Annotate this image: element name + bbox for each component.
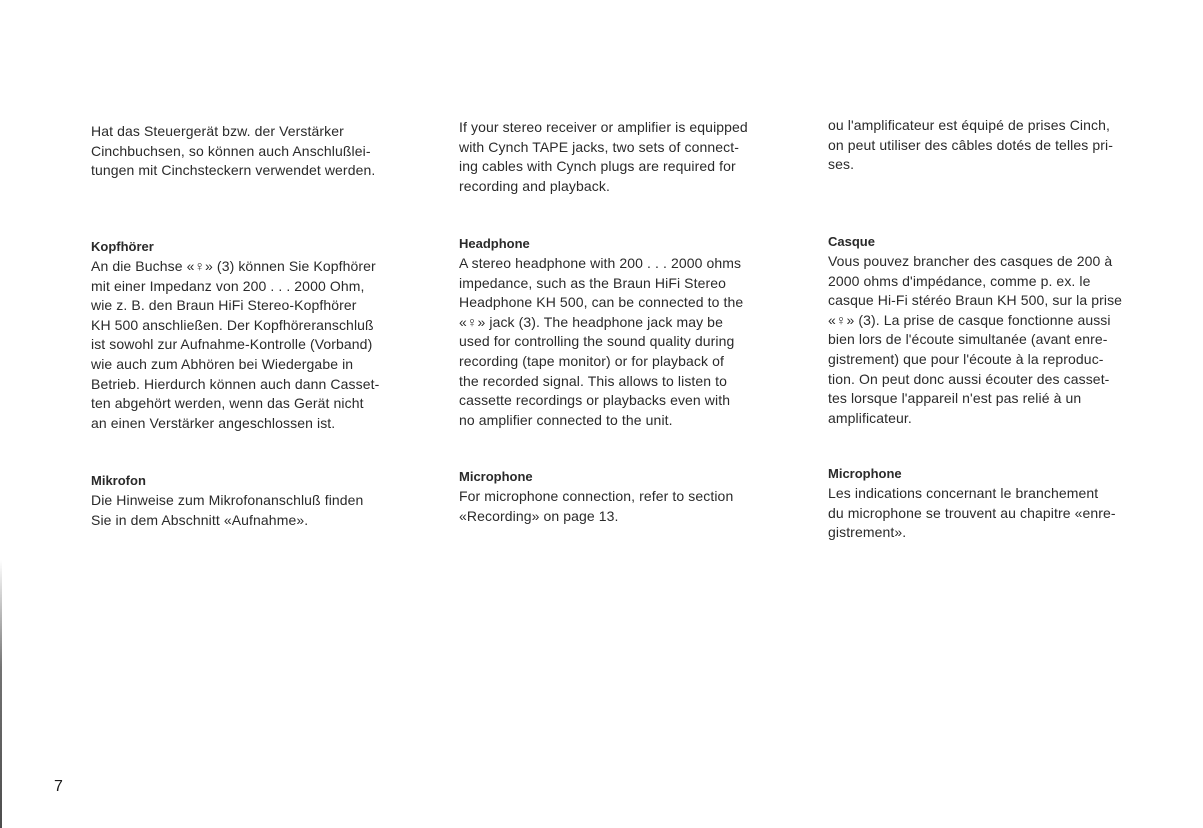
english-microphone-section [459,468,799,526]
french-intro-text: ou l'amplificateur est équipé de prises Cinch, on peut utiliser des câbles dotés de telles pri- ses. [828,117,1113,173]
german-microphone-section [91,472,431,530]
english-microphone-heading: Microphone [459,469,533,484]
french-microphone-section [828,465,1168,543]
english-headphone-heading: Headphone [459,236,530,251]
english-microphone-text: For microphone connection, refer to section «Recording» on page 13. [459,488,734,524]
english-headphone-section [459,235,799,430]
english-headphone-text: A stereo headphone with 200 . . . 2000 ohms impedance, such as the Braun HiFi Stereo Headphone KH 500, can be connected to the «♀» jack (3). The headphone jack may be used for controlling the sound quality during recording (tape monitor) or for playback of the recorded signal. This allows to listen to cassette recordings or playbacks even with no amplifier connected to the unit. [459,255,744,428]
english-intro-text: If your stereo receiver or amplifier is equipped with Cynch TAPE jacks, two sets of connect- ing cables with Cynch plugs are required for recording and playback. [459,119,748,194]
french-headphone-heading: Casque [828,234,875,249]
french-headphone-section [828,233,1168,428]
german-intro-text: Hat das Steuergerät bzw. der Verstärker Cinchbuchsen, so können auch Anschlußlei- tungen mit Cinchsteckern verwendet werden. [91,123,376,179]
french-microphone-heading: Microphone [828,466,902,481]
german-headphone-text: An die Buchse «♀» (3) können Sie Kopfhörer mit einer Impedanz von 200 . . . 2000 Ohm, wie z. B. den Braun HiFi Stereo-Kopfhörer KH 500 anschließen. Der Kopfhöreranschluß ist sowohl zur Aufnahme-Kontrolle (Vorband) wie auch zum Abhören bei Wiedergabe in Betrieb. Hierdurch können auch dann Casset- ten abgehört werden, wenn das Gerät nicht an einen Verstärker angeschlossen ist. [91,258,380,431]
french-microphone-text: Les indications concernant le branchement du microphone se trouvent au chapitre «enre- gistrement». [828,485,1116,541]
german-microphone-heading: Mikrofon [91,473,146,488]
english-intro-section [459,118,799,196]
french-intro-section [828,116,1168,175]
page-edge-shadow [0,560,2,828]
german-intro-section [91,122,431,181]
french-headphone-text: Vous pouvez brancher des casques de 200 à 2000 ohms d'impédance, comme p. ex. le casque Hi-Fi stéréo Braun KH 500, sur la prise «♀» (3). La prise de casque fonctionne aussi bien lors de l'écoute simultanée (avant enre- gistrement) que pour l'écoute à la reproduc- tion. On peut donc aussi écouter des casset- tes lorsque l'appareil n'est pas relié à un amplificateur. [828,253,1123,426]
german-microphone-text: Die Hinweise zum Mikrofonanschluß finden Sie in dem Abschnitt «Aufnahme». [91,492,364,528]
german-headphone-heading: Kopfhörer [91,239,154,254]
page-number: 7 [54,778,63,795]
german-headphone-section [91,238,431,433]
